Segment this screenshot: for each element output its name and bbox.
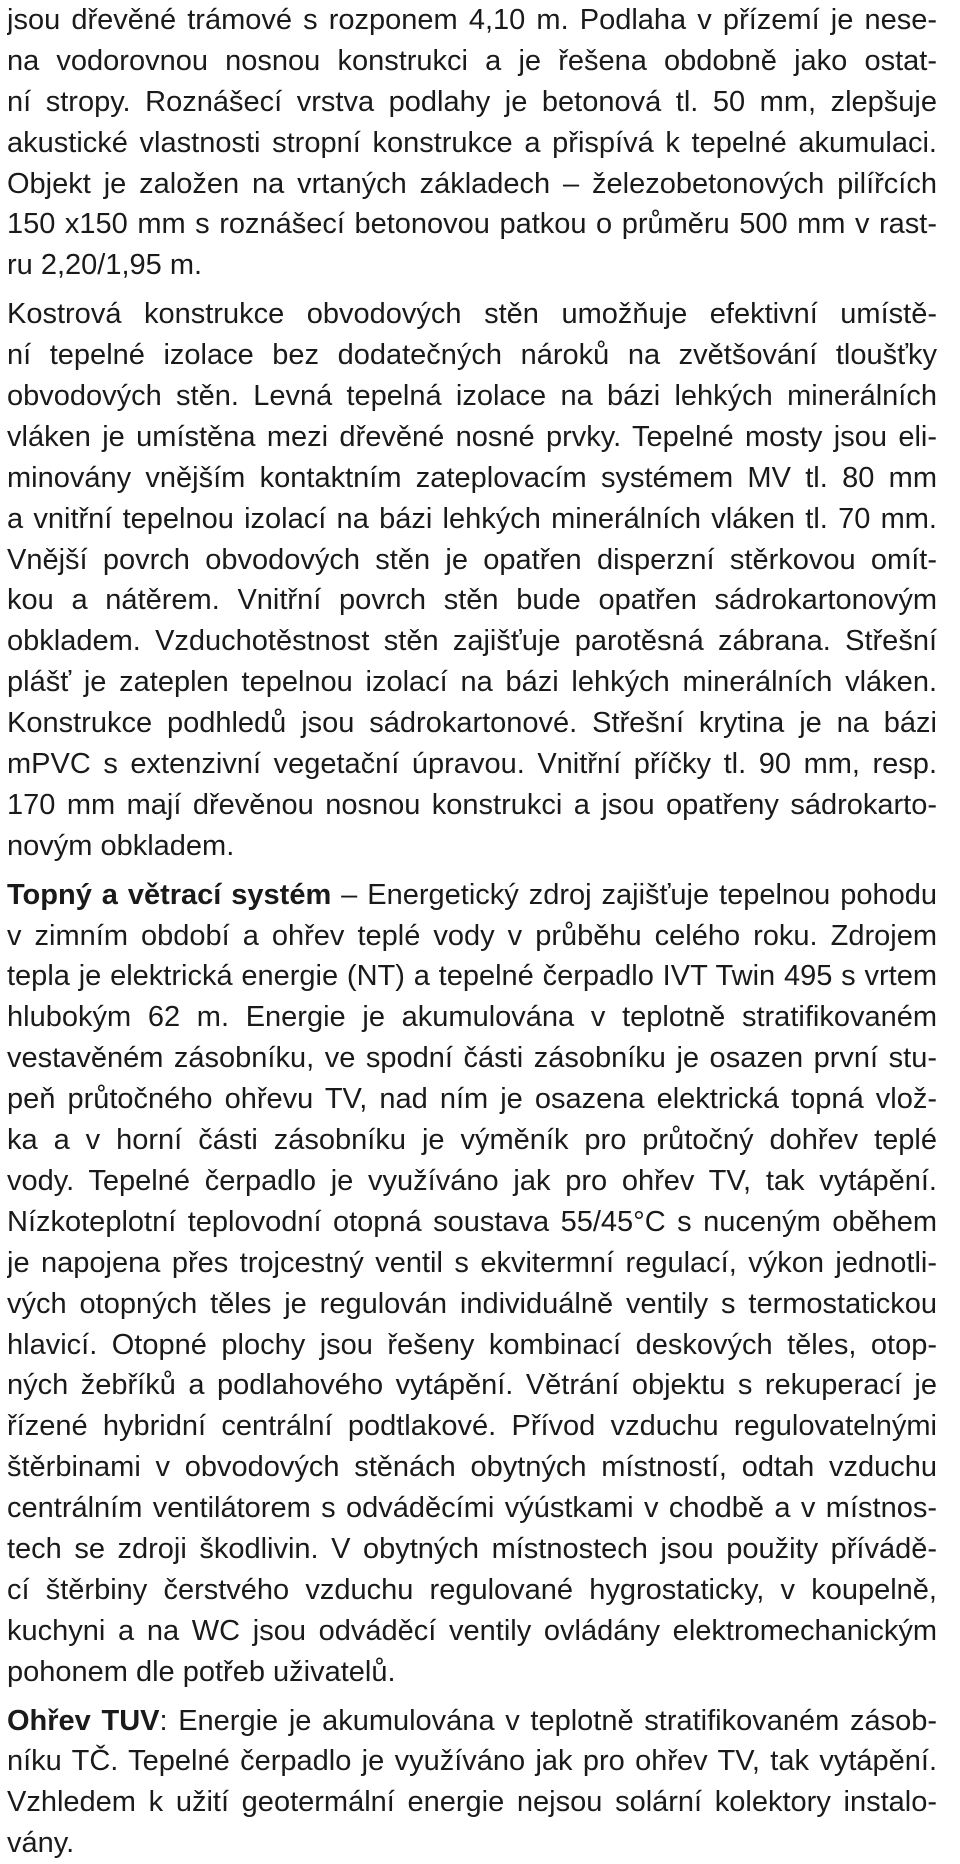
text-line: Konstrukce podhledů jsou sádrokartonové. Střešní krytina je na bázi (7, 707, 937, 740)
text-line: v zimním období a ohřev teplé vody v průběhu celého roku. Zdrojem (7, 919, 937, 952)
section-heading: Ohřev TUV (7, 1704, 160, 1737)
text-line: Vnější povrch obvodových stěn je opatřen disperzní stěrkovou omít- (7, 543, 937, 576)
text-line: peň průtočného ohřevu TV, nad ním je osazena elektrická topná vlož- (7, 1083, 937, 1116)
text-line: jsou dřevěné trámové s rozponem 4,10 m. Podlaha v přízemí je nese- (7, 4, 937, 36)
text-line: obvodových stěn. Levná tepelná izolace na bázi lehkých minerálních (7, 380, 937, 413)
text-line: vestavěném zásobníku, ve spodní části zásobníku je osazen první stu- (7, 1042, 937, 1075)
text-line: pohonem dle potřeb uživatelů. (7, 1655, 396, 1688)
text-line: Vzhledem k užití geotermální energie nejsou solární kolektory instalo- (7, 1786, 937, 1819)
text-line: cí štěrbiny čerstvého vzduchu regulované hygrostaticky, v koupelně, (7, 1573, 937, 1606)
text-line: minovány vnějším kontaktním zateplovacím systémem MV tl. 80 mm (7, 461, 937, 494)
text-line: kou a nátěrem. Vnitřní povrch stěn bude opatřen sádrokartonovým (7, 584, 937, 617)
text-line: 170 mm mají dřevěnou nosnou konstrukci a jsou opatřeny sádrokarto- (7, 788, 937, 821)
paragraph-wall-construction (7, 294, 937, 866)
text-line: kuchyni a na WC jsou odváděcí ventily ovládány elektromechanickým (7, 1614, 937, 1647)
text-line: vody. Tepelné čerpadlo je využíváno jak pro ohřev TV, tak vytápění. (7, 1164, 937, 1197)
text-line: vých otopných těles je regulován individuálně ventily s termostatickou (7, 1287, 937, 1320)
text-line: Kostrová konstrukce obvodových stěn umožňuje efektivní umístě- (7, 298, 937, 331)
text-line: ní tepelné izolace bez dodatečných nároků na zvětšování tloušťky (7, 339, 937, 372)
text-line: vány. (7, 1827, 75, 1860)
text-run: – Energetický zdroj zajišťuje tepelnou pohodu (331, 878, 937, 911)
text-run: : Energie je akumulována v teplotně stratifikovaném zásob- (159, 1704, 937, 1737)
text-line: a vnitřní tepelnou izolací na bázi lehkých minerálních vláken tl. 70 mm. (7, 502, 937, 535)
text-line: Objekt je založen na vrtaných základech – železobetonových pilířcích (7, 167, 937, 200)
text-line: ní stropy. Roznášecí vrstva podlahy je betonová tl. 50 mm, zlepšuje (7, 85, 937, 118)
text-line: tepla je elektrická energie (NT) a tepelné čerpadlo IVT Twin 495 s vrtem (7, 960, 937, 993)
text-line: je napojena přes trojcestný ventil s ekvitermní regulací, výkon jednotli- (7, 1246, 937, 1279)
text-line: centrálním ventilátorem s odváděcími výústkami v chodbě a v místnos- (7, 1492, 937, 1525)
text-line: řízené hybridní centrální podtlakové. Přívod vzduchu regulovatelnými (7, 1410, 937, 1443)
text-line: ka a v horní části zásobníku je výměník pro průtočný dohřev teplé (7, 1124, 937, 1157)
text-line: níku TČ. Tepelné čerpadlo je využíváno jak pro ohřev TV, tak vytápění. (7, 1745, 937, 1778)
text-line (7, 875, 937, 916)
text-line: tech se zdroji škodlivin. V obytných místnostech jsou použity přívádě- (7, 1532, 937, 1565)
text-line: Nízkoteplotní teplovodní otopná soustava 55/45°C s nuceným oběhem (7, 1205, 937, 1238)
text-line: vláken je umístěna mezi dřevěné nosné prvky. Tepelné mosty jsou eli- (7, 420, 937, 453)
text-line: novým obkladem. (7, 829, 235, 862)
text-line: mPVC s extenzivní vegetační úpravou. Vnitřní příčky tl. 90 mm, resp. (7, 748, 937, 781)
text-line: na vodorovnou nosnou konstrukci a je řešena obdobně jako ostat- (7, 44, 937, 77)
text-line: hlubokým 62 m. Energie je akumulována v teplotně stratifikovaném (7, 1001, 937, 1034)
paragraph-hot-water (7, 1701, 937, 1864)
section-heading: Topný a větrací systém (7, 878, 332, 911)
text-line: ných žebříků a podlahového vytápění. Větrání objektu s rekuperací je (7, 1369, 937, 1402)
text-line: hlavicí. Otopné plochy jsou řešeny kombinací deskových těles, otop- (7, 1328, 937, 1361)
text-line: obkladem. Vzduchotěstnost stěn zajišťuje parotěsná zábrana. Střešní (7, 625, 937, 658)
text-line: akustické vlastnosti stropní konstrukce a přispívá k tepelné akumulaci. (7, 126, 937, 159)
text-line: štěrbinami v obvodových stěnách obytných místností, odtah vzduchu (7, 1451, 937, 1484)
paragraph-heating-ventilation (7, 875, 937, 1693)
text-line: plášť je zateplen tepelnou izolací na bázi lehkých minerálních vláken. (7, 666, 937, 699)
text-line: 150 x150 mm s roznášecí betonovou patkou o průměru 500 mm v rast- (7, 208, 937, 241)
paragraph-floor-and-foundation (7, 0, 937, 286)
text-line (7, 1701, 937, 1742)
text-line: ru 2,20/1,95 m. (7, 249, 203, 282)
